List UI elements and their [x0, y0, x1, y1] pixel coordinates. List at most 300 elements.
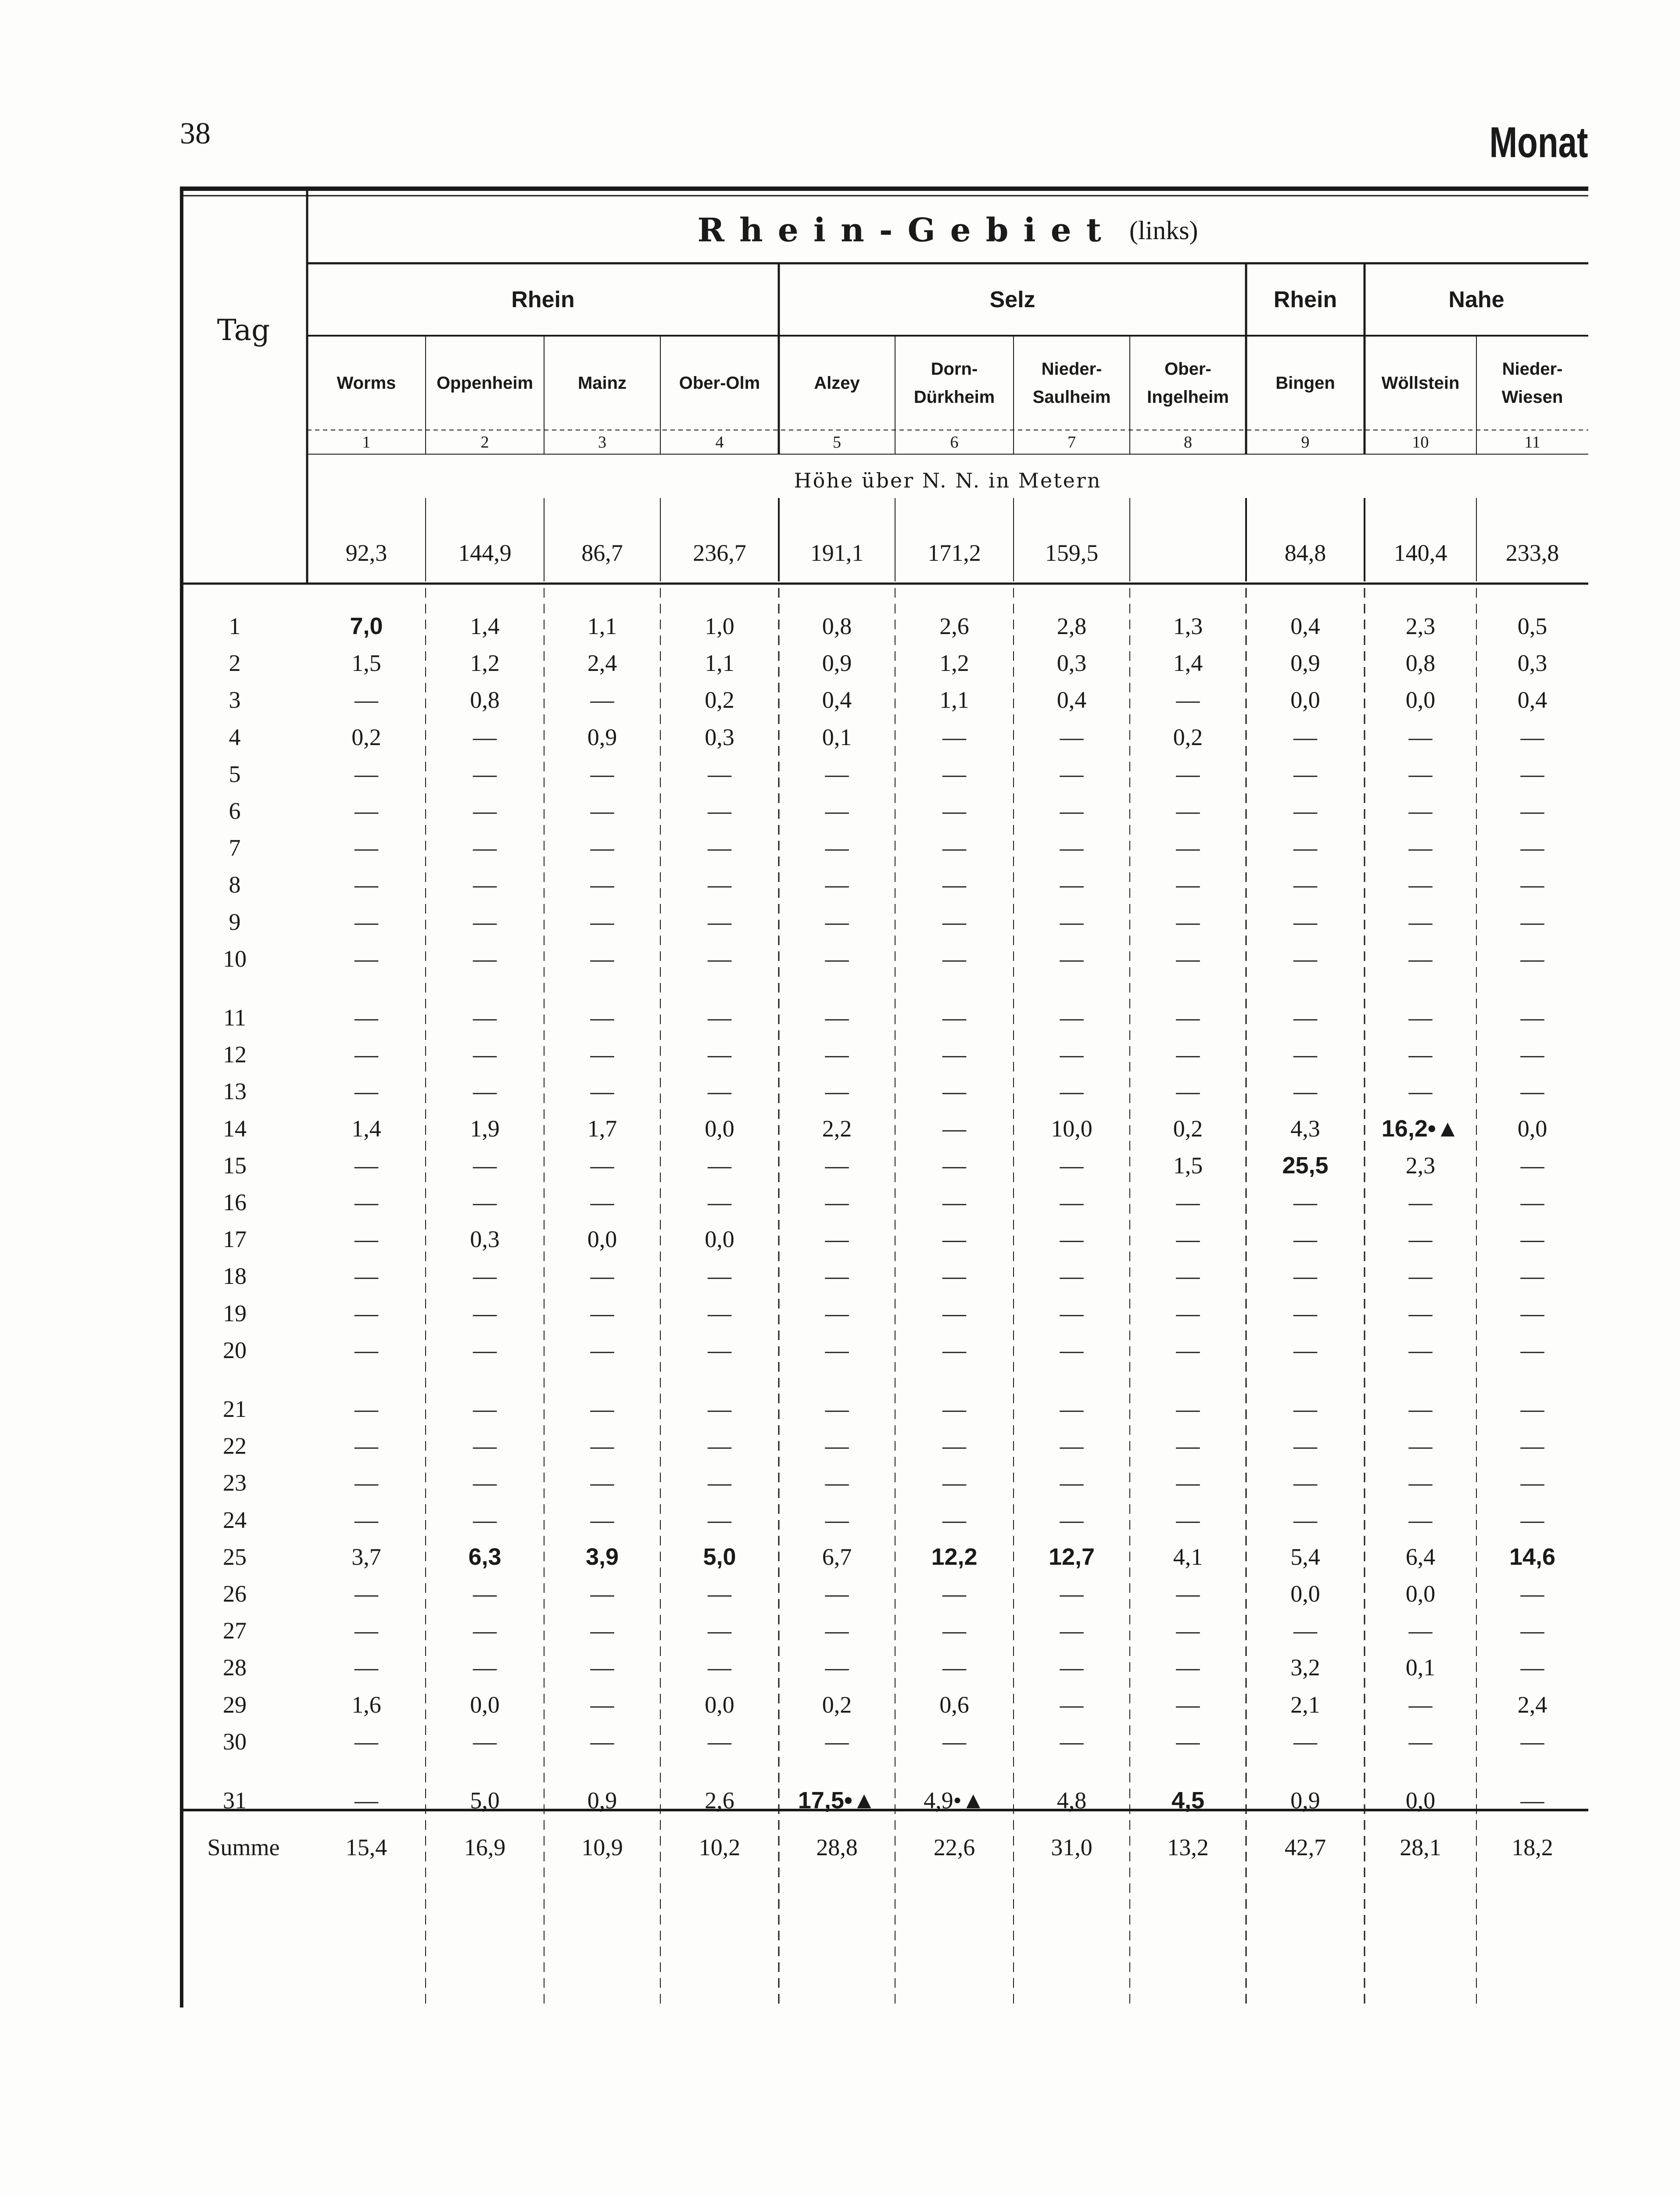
- station-name-line: Wiesen: [1501, 387, 1563, 407]
- precipitation-value: —: [1520, 908, 1544, 935]
- precipitation-value: —: [473, 1189, 497, 1216]
- precipitation-value: —: [1060, 1728, 1084, 1755]
- day-number: 18: [223, 1263, 247, 1290]
- precipitation-value: —: [942, 1654, 966, 1681]
- precipitation-value: —: [708, 1041, 731, 1068]
- precipitation-value: 0,0: [587, 1226, 617, 1253]
- precipitation-value: —: [1060, 1152, 1084, 1179]
- precipitation-value: —: [825, 908, 849, 935]
- precipitation-value: —: [590, 945, 614, 972]
- day-number: 13: [223, 1078, 247, 1105]
- precipitation-value: —: [1408, 871, 1433, 898]
- precipitation-value: —: [825, 1654, 849, 1681]
- precipitation-value: —: [1060, 1189, 1084, 1216]
- station-name: [1476, 336, 1588, 430]
- precipitation-value: —: [1293, 1470, 1317, 1496]
- precipitation-value: —: [1060, 1337, 1084, 1363]
- precipitation-value: —: [708, 1189, 731, 1216]
- precipitation-value: 6,7: [822, 1543, 852, 1570]
- precipitation-value: —: [708, 1470, 731, 1496]
- column-number: 8: [1184, 433, 1192, 452]
- precipitation-value: —: [1176, 798, 1200, 825]
- precipitation-value: —: [1408, 760, 1433, 787]
- precipitation-table: [180, 186, 1588, 2008]
- precipitation-value: —: [942, 871, 966, 898]
- day-number: 19: [223, 1300, 247, 1326]
- precipitation-value: 0,3: [705, 724, 734, 750]
- precipitation-value: —: [1408, 1004, 1433, 1031]
- precipitation-value: 0,2: [705, 687, 734, 713]
- precipitation-value: —: [1060, 1470, 1084, 1496]
- precipitation-value: —: [825, 1004, 849, 1031]
- precipitation-value: 5,0: [703, 1543, 736, 1570]
- group-label: Selz: [989, 287, 1035, 312]
- station-name-line: Ingelheim: [1147, 387, 1229, 407]
- precipitation-value: 1,4: [1173, 650, 1203, 677]
- column-number: 11: [1524, 433, 1540, 452]
- station-height: 171,2: [928, 540, 981, 566]
- precipitation-value: —: [1060, 1004, 1084, 1031]
- precipitation-value: 0,2: [822, 1691, 852, 1718]
- precipitation-value: —: [1176, 945, 1200, 972]
- precipitation-value: —: [355, 760, 378, 787]
- precipitation-value: 0,0: [470, 1691, 500, 1718]
- precipitation-value: —: [708, 1433, 731, 1459]
- precipitation-value: —: [1408, 1617, 1433, 1644]
- precipitation-value: —: [942, 724, 966, 750]
- precipitation-value: —: [1060, 1654, 1084, 1681]
- precipitation-value: —: [1408, 835, 1433, 861]
- column-number: 2: [480, 433, 489, 452]
- precipitation-value: 0,4: [822, 687, 852, 713]
- precipitation-value: —: [1176, 687, 1200, 713]
- precipitation-value: 10,0: [1051, 1115, 1093, 1142]
- precipitation-value: —: [708, 1728, 731, 1755]
- station-height: 144,9: [458, 540, 512, 566]
- day-number: 24: [223, 1506, 247, 1533]
- precipitation-value: —: [942, 1004, 966, 1031]
- region-title-text: Rhein-Gebiet: [697, 212, 1116, 249]
- precipitation-value: —: [825, 1506, 849, 1533]
- precipitation-value: —: [1408, 1433, 1433, 1459]
- precipitation-value: —: [590, 1396, 614, 1423]
- precipitation-value: —: [1293, 724, 1317, 750]
- precipitation-value: —: [708, 1300, 731, 1326]
- precipitation-value: —: [590, 1433, 614, 1459]
- precipitation-value: —: [590, 1337, 614, 1363]
- precipitation-value: —: [1408, 1189, 1433, 1216]
- precipitation-value: —: [473, 1654, 497, 1681]
- precipitation-value: —: [1520, 798, 1544, 825]
- precipitation-value: —: [473, 871, 497, 898]
- precipitation-value: 2,4: [587, 650, 617, 677]
- precipitation-value: —: [473, 724, 497, 750]
- precipitation-value: 14,6: [1509, 1543, 1556, 1570]
- precipitation-value: —: [590, 908, 614, 935]
- precipitation-value: 17,5•▲: [798, 1787, 876, 1814]
- precipitation-value: —: [942, 1226, 966, 1253]
- column-number: 3: [598, 433, 606, 452]
- precipitation-value: —: [1060, 1581, 1084, 1607]
- precipitation-value: 4,1: [1173, 1543, 1203, 1570]
- precipitation-value: 5,4: [1290, 1543, 1320, 1570]
- precipitation-value: —: [473, 1617, 497, 1644]
- precipitation-value: —: [708, 1152, 731, 1179]
- sum-value: 10,9: [581, 1834, 623, 1861]
- precipitation-value: —: [825, 1078, 849, 1105]
- sum-value: 28,1: [1400, 1834, 1441, 1861]
- precipitation-value: —: [825, 1300, 849, 1326]
- precipitation-value: —: [825, 1396, 849, 1423]
- precipitation-value: 0,4: [1290, 613, 1320, 640]
- precipitation-value: —: [825, 835, 849, 861]
- precipitation-value: —: [1520, 1728, 1544, 1755]
- sum-value: 31,0: [1051, 1834, 1093, 1861]
- column-number: 1: [362, 433, 371, 452]
- station-name-line: Bingen: [1275, 373, 1335, 393]
- station-name: [307, 336, 426, 430]
- precipitation-value: —: [1176, 1617, 1200, 1644]
- precipitation-value: —: [473, 760, 497, 787]
- precipitation-value: —: [942, 1470, 966, 1496]
- precipitation-value: —: [1060, 1263, 1084, 1290]
- precipitation-value: —: [355, 1506, 378, 1533]
- precipitation-value: —: [1293, 871, 1317, 898]
- precipitation-value: 1,4: [470, 613, 500, 640]
- precipitation-value: —: [708, 835, 731, 861]
- precipitation-value: —: [942, 945, 966, 972]
- precipitation-value: —: [1060, 724, 1084, 750]
- precipitation-value: —: [355, 687, 378, 713]
- precipitation-value: —: [1293, 1337, 1317, 1363]
- precipitation-value: —: [355, 1226, 378, 1253]
- column-number: 9: [1301, 433, 1310, 452]
- precipitation-value: —: [1060, 945, 1084, 972]
- station-height: 140,4: [1393, 540, 1447, 566]
- precipitation-value: —: [1520, 1041, 1544, 1068]
- station-name: [544, 336, 660, 430]
- precipitation-value: —: [942, 1337, 966, 1363]
- station-height: 233,8: [1505, 540, 1559, 566]
- precipitation-value: —: [825, 798, 849, 825]
- day-number: 3: [229, 687, 241, 713]
- precipitation-value: —: [1176, 1728, 1200, 1755]
- precipitation-value: —: [1520, 1300, 1544, 1326]
- group-label: Rhein: [1273, 287, 1337, 312]
- precipitation-value: —: [590, 1189, 614, 1216]
- precipitation-value: —: [1408, 724, 1433, 750]
- precipitation-value: —: [1520, 1189, 1544, 1216]
- precipitation-value: 0,9: [822, 650, 852, 677]
- column-number: 4: [715, 433, 724, 452]
- precipitation-value: —: [355, 908, 378, 935]
- station-name-line: Dürkheim: [913, 387, 995, 407]
- day-number: 16: [223, 1189, 247, 1216]
- precipitation-value: 0,1: [1405, 1654, 1436, 1681]
- precipitation-value: —: [473, 908, 497, 935]
- precipitation-value: —: [1060, 1396, 1084, 1423]
- precipitation-value: —: [590, 871, 614, 898]
- precipitation-value: —: [355, 798, 378, 825]
- precipitation-value: —: [1176, 871, 1200, 898]
- precipitation-value: —: [1293, 945, 1317, 972]
- precipitation-value: —: [1060, 1433, 1084, 1459]
- precipitation-value: —: [1060, 1226, 1084, 1253]
- precipitation-value: —: [590, 835, 614, 861]
- precipitation-value: —: [942, 1617, 966, 1644]
- day-number: 6: [229, 798, 241, 825]
- precipitation-value: —: [1520, 945, 1544, 972]
- day-number: 14: [223, 1115, 247, 1142]
- sum-value: 15,4: [345, 1834, 387, 1861]
- precipitation-value: —: [1408, 1470, 1433, 1496]
- precipitation-value: —: [355, 1396, 378, 1423]
- precipitation-value: —: [473, 1337, 497, 1363]
- precipitation-value: —: [825, 1189, 849, 1216]
- precipitation-value: —: [590, 1152, 614, 1179]
- precipitation-value: —: [708, 1078, 731, 1105]
- precipitation-value: —: [1060, 835, 1084, 861]
- precipitation-value: —: [1408, 1506, 1433, 1533]
- precipitation-value: —: [942, 835, 966, 861]
- precipitation-value: 2,3: [1405, 1152, 1436, 1179]
- station-name-line: Worms: [337, 373, 396, 393]
- day-number: 11: [223, 1004, 246, 1031]
- page-number: 38: [180, 117, 211, 151]
- precipitation-value: —: [355, 1654, 378, 1681]
- precipitation-value: —: [1520, 1152, 1544, 1179]
- precipitation-value: 2,2: [822, 1115, 852, 1142]
- precipitation-value: —: [942, 1189, 966, 1216]
- station-name-line: Oppenheim: [436, 373, 534, 393]
- precipitation-value: —: [1520, 1078, 1544, 1105]
- station-name-line: Nieder-: [1502, 359, 1563, 379]
- precipitation-value: —: [1176, 1433, 1200, 1459]
- station-name: [660, 336, 779, 430]
- precipitation-value: —: [1520, 1787, 1544, 1814]
- precipitation-value: —: [473, 1506, 497, 1533]
- precipitation-value: —: [825, 1433, 849, 1459]
- precipitation-value: —: [1520, 1470, 1544, 1496]
- day-number: 9: [229, 908, 241, 935]
- precipitation-value: —: [825, 1581, 849, 1607]
- precipitation-value: —: [1176, 1506, 1200, 1533]
- precipitation-value: —: [942, 1581, 966, 1607]
- precipitation-value: —: [825, 1617, 849, 1644]
- day-number: 29: [223, 1691, 247, 1718]
- precipitation-value: —: [590, 1617, 614, 1644]
- region-title: [307, 197, 1588, 263]
- precipitation-value: 0,0: [1290, 687, 1320, 713]
- precipitation-value: —: [1520, 871, 1544, 898]
- day-number: 15: [223, 1152, 247, 1179]
- day-number: 4: [229, 724, 241, 750]
- precipitation-value: —: [355, 1337, 378, 1363]
- precipitation-value: 1,7: [587, 1115, 617, 1142]
- precipitation-value: —: [1176, 908, 1200, 935]
- sum-value: 16,9: [464, 1834, 506, 1861]
- precipitation-value: —: [1408, 1263, 1433, 1290]
- station-name: [1246, 336, 1365, 430]
- day-number: 10: [223, 945, 247, 972]
- precipitation-value: —: [590, 1078, 614, 1105]
- precipitation-value: —: [1293, 1004, 1317, 1031]
- group-label: Nahe: [1448, 287, 1504, 312]
- precipitation-value: —: [825, 1470, 849, 1496]
- precipitation-value: —: [1408, 1041, 1433, 1068]
- precipitation-value: 3,7: [351, 1543, 381, 1570]
- precipitation-value: —: [708, 1506, 731, 1533]
- precipitation-value: 1,3: [1173, 613, 1203, 640]
- precipitation-value: —: [825, 1152, 849, 1179]
- precipitation-value: —: [473, 835, 497, 861]
- precipitation-value: —: [1293, 1263, 1317, 1290]
- precipitation-value: —: [1060, 908, 1084, 935]
- station-height: 191,1: [810, 540, 864, 566]
- precipitation-value: —: [590, 1728, 614, 1755]
- precipitation-value: —: [355, 945, 378, 972]
- precipitation-value: —: [942, 1263, 966, 1290]
- precipitation-value: 0,2: [1173, 724, 1203, 750]
- precipitation-value: —: [1408, 798, 1433, 825]
- precipitation-value: —: [1293, 1189, 1317, 1216]
- group-label: Rhein: [511, 287, 575, 312]
- day-number: 28: [223, 1654, 247, 1681]
- station-name-line: Alzey: [814, 373, 860, 393]
- precipitation-value: —: [825, 1226, 849, 1253]
- precipitation-value: 0,1: [822, 724, 852, 750]
- station-name: [895, 336, 1014, 430]
- precipitation-value: —: [590, 1300, 614, 1326]
- day-number: 27: [223, 1617, 247, 1644]
- precipitation-value: 1,6: [351, 1691, 381, 1718]
- precipitation-value: —: [355, 1470, 378, 1496]
- sum-value: 42,7: [1284, 1834, 1326, 1861]
- sum-label: Summe: [207, 1834, 280, 1861]
- precipitation-value: —: [473, 1004, 497, 1031]
- precipitation-value: 0,9: [587, 724, 617, 750]
- precipitation-value: —: [1176, 1189, 1200, 1216]
- precipitation-value: —: [1520, 724, 1544, 750]
- precipitation-value: —: [355, 1581, 378, 1607]
- precipitation-value: —: [1060, 1300, 1084, 1326]
- day-number: 31: [223, 1787, 247, 1814]
- precipitation-value: 1,1: [587, 613, 617, 640]
- precipitation-value: 0,0: [1517, 1115, 1547, 1142]
- precipitation-value: —: [1176, 1300, 1200, 1326]
- precipitation-value: —: [1520, 1004, 1544, 1031]
- tag-label: Tag: [217, 313, 270, 347]
- precipitation-value: 1,1: [705, 650, 734, 677]
- sum-value: 13,2: [1167, 1834, 1209, 1861]
- precipitation-value: —: [1176, 1396, 1200, 1423]
- precipitation-value: —: [473, 1728, 497, 1755]
- precipitation-value: —: [1293, 760, 1317, 787]
- precipitation-value: —: [590, 1691, 614, 1718]
- precipitation-value: —: [708, 1654, 731, 1681]
- precipitation-value: 0,3: [1517, 650, 1547, 677]
- precipitation-value: —: [473, 1078, 497, 1105]
- station-name: [1365, 336, 1476, 430]
- precipitation-value: 4,5: [1171, 1787, 1205, 1814]
- precipitation-value: 1,5: [1173, 1152, 1203, 1179]
- station-name-line: Mainz: [577, 373, 627, 393]
- precipitation-value: 1,2: [939, 650, 969, 677]
- precipitation-value: —: [1293, 1506, 1317, 1533]
- station-name-line: Wöllstein: [1381, 373, 1460, 393]
- precipitation-value: 0,9: [1290, 650, 1320, 677]
- day-number: 21: [223, 1396, 247, 1423]
- day-number: 1: [229, 613, 241, 640]
- station-name: [1130, 336, 1246, 430]
- region-subtitle: (links): [1129, 215, 1198, 245]
- precipitation-value: 0,9: [1290, 1787, 1320, 1814]
- precipitation-value: —: [942, 1152, 966, 1179]
- precipitation-value: 0,0: [705, 1691, 734, 1718]
- precipitation-value: —: [942, 760, 966, 787]
- station-height: 86,7: [581, 540, 623, 566]
- precipitation-value: —: [1520, 1581, 1544, 1607]
- day-number: 26: [223, 1581, 247, 1607]
- precipitation-value: —: [1520, 760, 1544, 787]
- precipitation-value: —: [942, 798, 966, 825]
- precipitation-value: 0,2: [351, 724, 381, 750]
- precipitation-value: —: [355, 1728, 378, 1755]
- station-name: [779, 336, 895, 430]
- precipitation-value: 1,0: [705, 613, 734, 640]
- station-height: 159,5: [1045, 540, 1099, 566]
- precipitation-value: 0,3: [1057, 650, 1087, 677]
- precipitation-value: —: [355, 835, 378, 861]
- precipitation-value: —: [1520, 1654, 1544, 1681]
- precipitation-value: —: [708, 798, 731, 825]
- precipitation-value: —: [1408, 945, 1433, 972]
- precipitation-value: 0,2: [1173, 1115, 1203, 1142]
- precipitation-value: —: [590, 1470, 614, 1496]
- precipitation-value: —: [355, 1787, 378, 1814]
- station-name-line: Nieder-: [1041, 359, 1102, 379]
- precipitation-value: —: [1176, 1041, 1200, 1068]
- precipitation-value: 0,0: [1290, 1581, 1320, 1607]
- precipitation-value: —: [355, 1300, 378, 1326]
- precipitation-value: —: [1060, 1041, 1084, 1068]
- precipitation-value: 2,1: [1290, 1691, 1320, 1718]
- station-name: [426, 336, 544, 430]
- precipitation-value: —: [590, 1654, 614, 1681]
- precipitation-value: —: [708, 945, 731, 972]
- height-caption: Höhe über N. N. in Metern: [794, 469, 1102, 492]
- day-number: 8: [229, 871, 241, 898]
- precipitation-value: —: [708, 1004, 731, 1031]
- precipitation-value: —: [1293, 1078, 1317, 1105]
- precipitation-value: —: [825, 1337, 849, 1363]
- precipitation-value: —: [1520, 1396, 1544, 1423]
- precipitation-value: —: [1060, 1078, 1084, 1105]
- precipitation-value: —: [708, 1263, 731, 1290]
- precipitation-value: 3,2: [1290, 1654, 1320, 1681]
- sum-value: 22,6: [933, 1834, 975, 1861]
- precipitation-value: 1,5: [351, 650, 381, 677]
- precipitation-value: 6,4: [1405, 1543, 1436, 1570]
- precipitation-value: —: [590, 760, 614, 787]
- precipitation-value: —: [942, 1115, 966, 1142]
- precipitation-value: 1,9: [470, 1115, 500, 1142]
- precipitation-value: —: [1293, 1041, 1317, 1068]
- precipitation-value: —: [1293, 908, 1317, 935]
- station-name-line: Ober-Olm: [679, 373, 760, 393]
- precipitation-value: 0,0: [1405, 1581, 1436, 1607]
- precipitation-value: —: [1176, 1078, 1200, 1105]
